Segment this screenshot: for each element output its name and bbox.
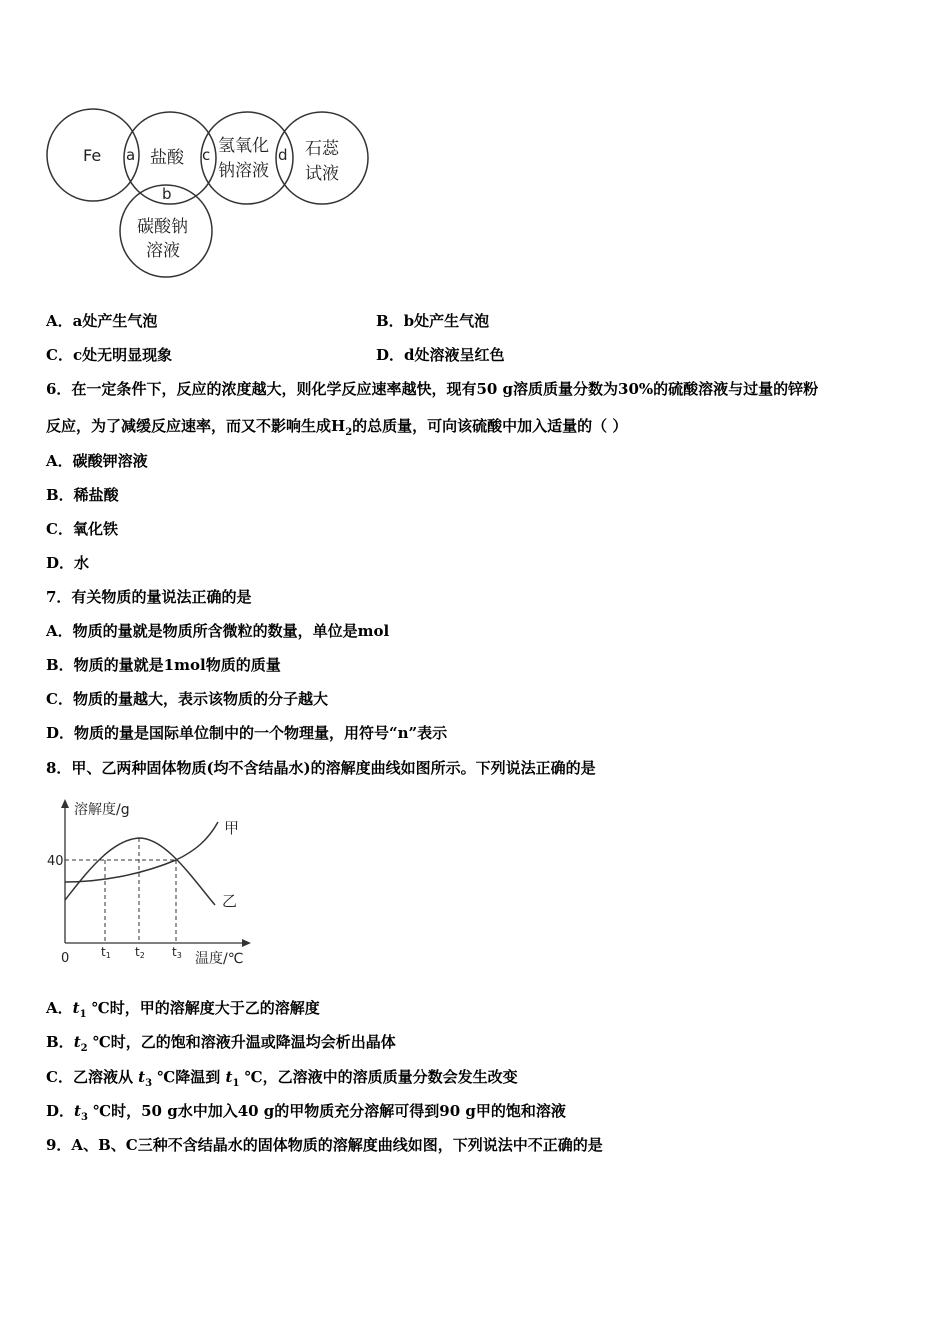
- q6-option-d: D．水: [46, 554, 90, 572]
- label-d: d: [278, 146, 288, 164]
- q7-stem: 7．有关物质的量说法正确的是: [46, 588, 252, 606]
- t1-subscript: 1: [105, 951, 111, 960]
- q8-a-t: t: [72, 999, 80, 1017]
- t3-label: t: [172, 945, 177, 959]
- q6-stem-line2: [46, 416, 627, 443]
- chart-xlabel: 温度/℃: [195, 951, 244, 967]
- label-c: c: [202, 146, 211, 164]
- x-axis-arrow: [242, 939, 251, 947]
- q8-c-prefix: C．乙溶液从: [46, 1068, 139, 1086]
- q8-c-t1: t: [225, 1068, 233, 1086]
- chart-y-tick-40: 40: [47, 854, 64, 869]
- t2-label: t: [135, 945, 140, 959]
- q5-option-a: A．a处产生气泡: [46, 312, 158, 330]
- t1-label: t: [101, 945, 106, 959]
- label-litmus-2: 试液: [305, 164, 339, 184]
- q6-stem-part1: 反应，为了减缓反应速率，而又不影响生成H: [46, 417, 346, 435]
- q7-option-a: A．物质的量就是物质所含微粒的数量，单位是mol: [46, 622, 390, 640]
- q5-option-c: C．c处无明显现象: [46, 346, 173, 364]
- q5-option-b: B．b处产生气泡: [376, 312, 490, 330]
- chart-tick-t1: [101, 945, 111, 960]
- q7-option-c: C．物质的量越大，表示该物质的分子越大: [46, 690, 328, 708]
- q8-b-prefix: B．: [46, 1033, 74, 1051]
- q8-c-t3: t: [138, 1068, 146, 1086]
- q6-stem-part2: 的总质量，可向该硫酸中加入适量的（ ）: [352, 417, 628, 435]
- q8-d-t: t: [74, 1102, 81, 1120]
- q8-d-prefix: D．: [46, 1102, 75, 1120]
- q6-stem-line1: 6．在一定条件下，反应的浓度越大，则化学反应速率越快，现有50 g溶质质量分数为30%的硫酸溶液与过量的锌粉: [46, 380, 819, 398]
- label-naoh-1: 氢氧化: [218, 136, 269, 156]
- q8-option-a: [46, 998, 320, 1025]
- label-litmus-1: 石蕊: [305, 139, 339, 159]
- q8-option-d: [46, 1101, 566, 1128]
- q7-option-b: B．物质的量就是1mol物质的质量: [46, 656, 281, 674]
- chart-origin: 0: [61, 951, 70, 966]
- q8-option-b: [46, 1032, 396, 1059]
- q6-option-b: B．稀盐酸: [46, 486, 119, 504]
- chart-ylabel: 溶解度/g: [74, 802, 130, 818]
- label-hcl: 盐酸: [150, 148, 184, 168]
- q8-a-rest: ℃时，甲的溶解度大于乙的溶解度: [86, 999, 320, 1017]
- series-label-yi: 乙: [222, 892, 238, 910]
- q8-a-sub: 1: [79, 1009, 87, 1020]
- label-naoh-2: 钠溶液: [218, 161, 269, 181]
- label-a: a: [126, 146, 136, 164]
- y-axis-arrow: [61, 799, 69, 808]
- q8-d-rest: ℃时，50 g水中加入40 g的甲物质充分溶解可得到90 g甲的饱和溶液: [87, 1102, 566, 1120]
- series-label-jia: 甲: [224, 819, 240, 837]
- label-fe: Fe: [83, 146, 102, 165]
- q8-a-prefix: A．: [46, 999, 73, 1017]
- q9-stem: 9．A、B、C三种不含结晶水的固体物质的溶解度曲线如图，下列说法中不正确的是: [46, 1136, 603, 1154]
- chart-tick-t2: [135, 945, 145, 960]
- q8-d-sub: 3: [80, 1112, 88, 1123]
- q8-c-rest: ℃，乙溶液中的溶质质量分数会发生改变: [239, 1068, 518, 1086]
- reaction-circles-diagram: [40, 105, 380, 285]
- label-b: b: [162, 185, 172, 203]
- q6-h2-subscript: 2: [345, 427, 353, 438]
- q8-b-t: t: [73, 1033, 81, 1051]
- q8-b-rest: ℃时，乙的饱和溶液升温或降温均会析出晶体: [87, 1033, 396, 1051]
- q8-option-c: [46, 1067, 518, 1094]
- t3-subscript: 3: [176, 951, 182, 960]
- q6-option-c: C．氧化铁: [46, 520, 118, 538]
- q7-option-d: D．物质的量是国际单位制中的一个物理量，用符号“n”表示: [46, 724, 448, 742]
- chart-tick-t3: [172, 945, 182, 960]
- label-na2co3-1: 碳酸钠: [137, 217, 188, 237]
- label-na2co3-2: 溶液: [146, 241, 180, 261]
- q8-c-sub3: 3: [145, 1078, 153, 1089]
- q8-c-mid: ℃降温到: [152, 1068, 226, 1086]
- t2-subscript: 2: [139, 951, 145, 960]
- q6-option-a: A．碳酸钾溶液: [46, 452, 148, 470]
- q8-b-sub: 2: [80, 1043, 88, 1054]
- q5-option-d: D．d处溶液呈红色: [376, 346, 505, 364]
- q8-c-sub1: 1: [232, 1078, 240, 1089]
- q8-stem: 8．甲、乙两种固体物质(均不含结晶水)的溶解度曲线如图所示。下列说法正确的是: [46, 759, 596, 777]
- solubility-chart: [40, 795, 270, 975]
